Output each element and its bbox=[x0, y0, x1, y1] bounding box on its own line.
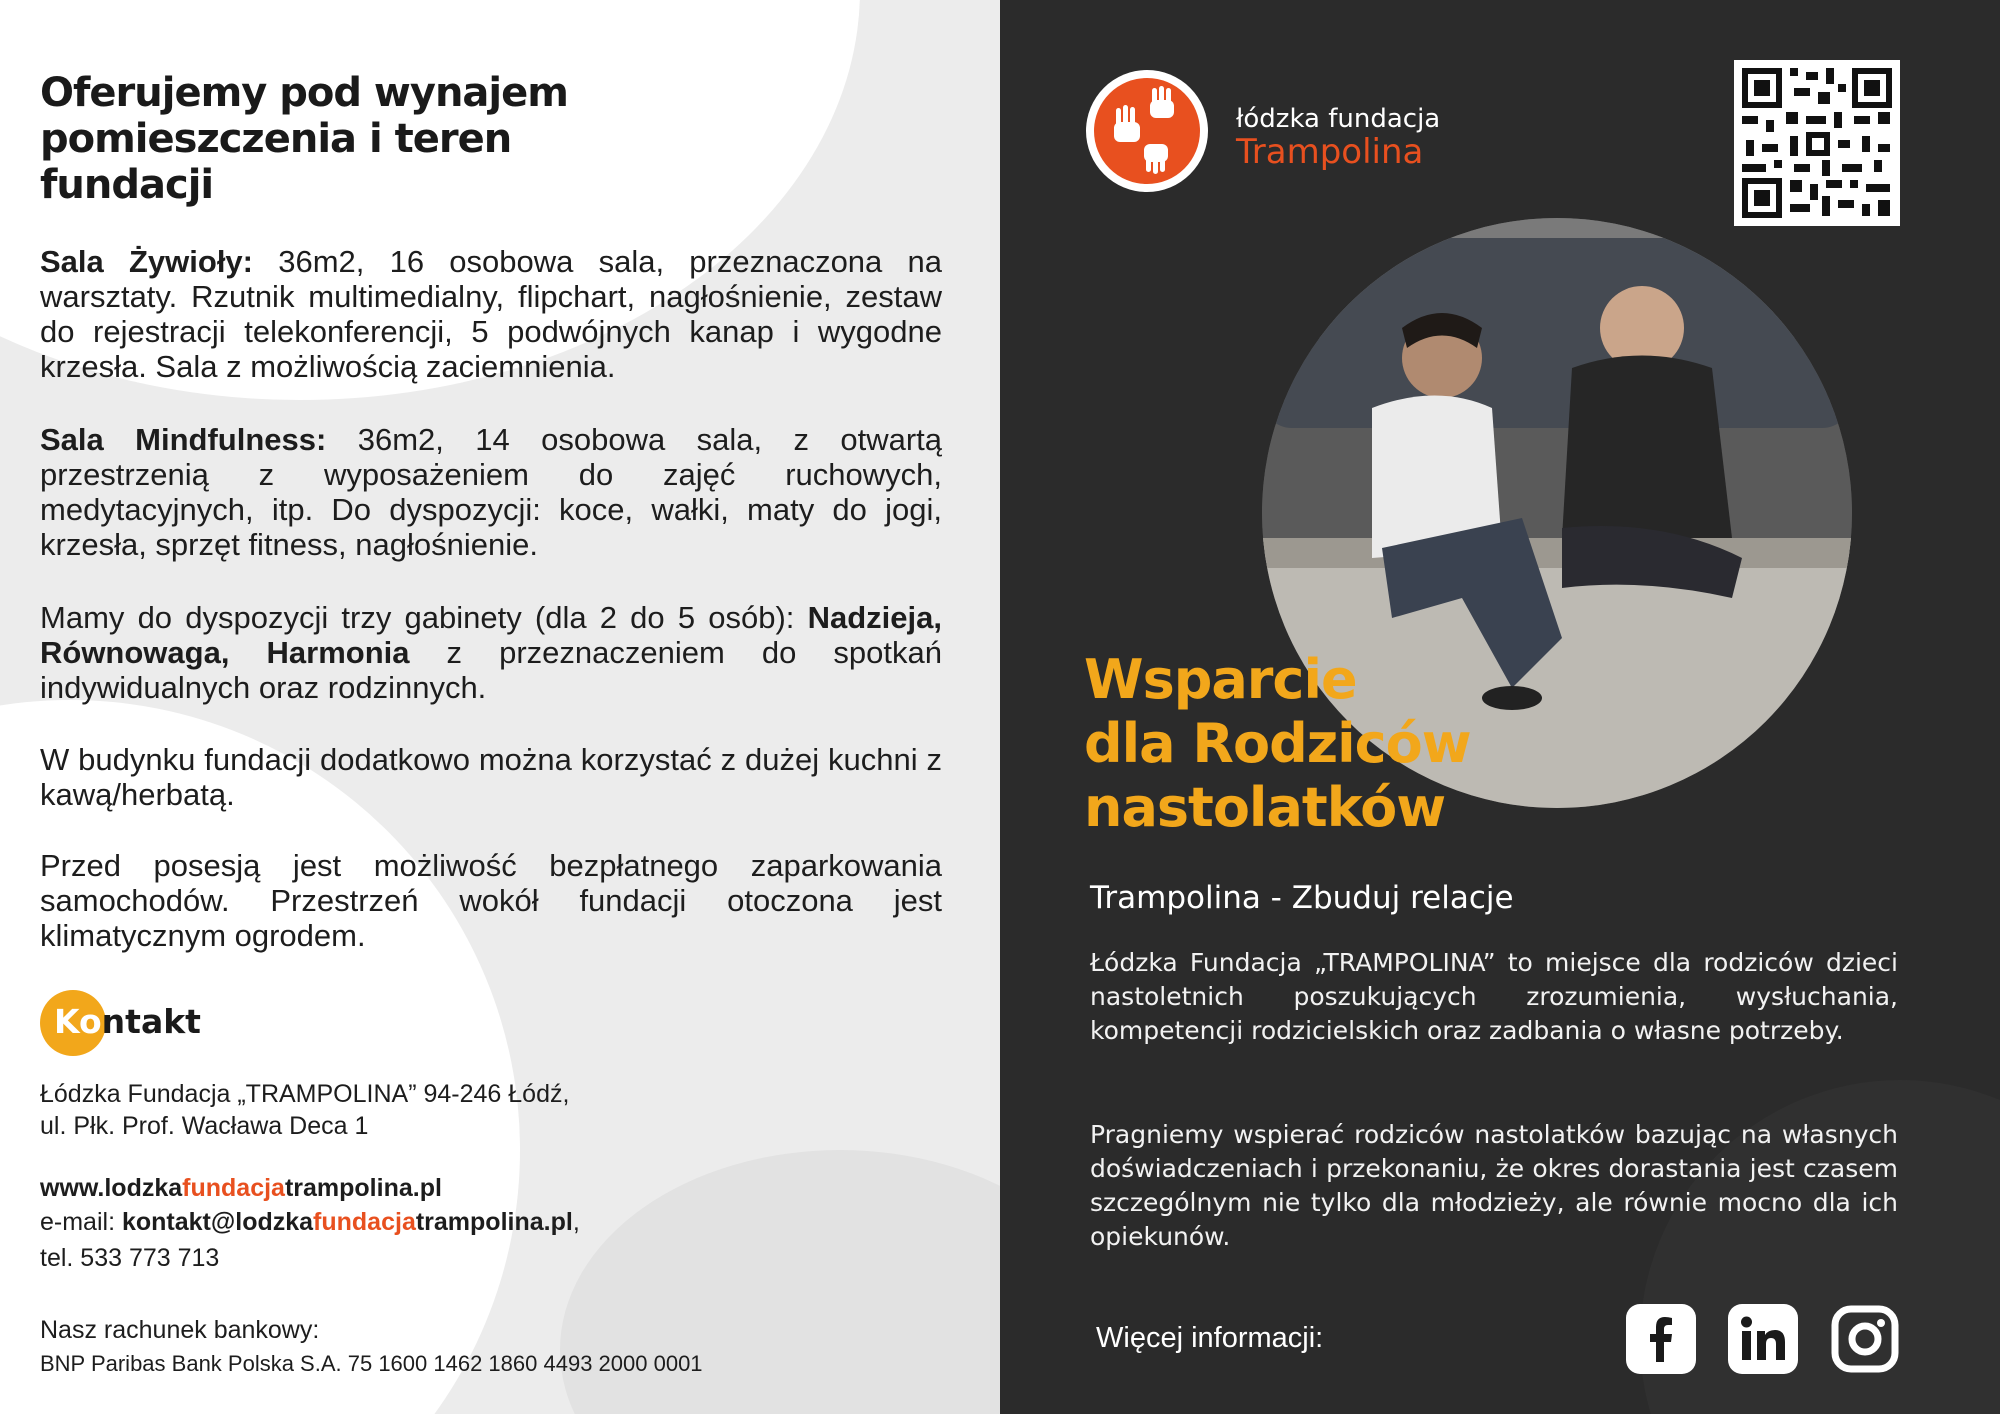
website-link[interactable]: www.lodzkafundacjatrampolina.pl bbox=[40, 1174, 442, 1202]
parent-support-panel bbox=[1000, 0, 2000, 1414]
hands-icon bbox=[1094, 78, 1200, 184]
facebook-button[interactable] bbox=[1626, 1304, 1696, 1374]
more-info-label: Więcej informacji: bbox=[1096, 1322, 1324, 1354]
linkedin-button[interactable] bbox=[1728, 1304, 1798, 1374]
foundation-logo bbox=[1086, 70, 1208, 192]
bank-account-number: BNP Paribas Bank Polska S.A. 75 1600 1462 1860 4493 2000 0001 bbox=[40, 1351, 703, 1376]
bank-account-label: Nasz rachunek bankowy: bbox=[40, 1316, 320, 1344]
facebook-icon bbox=[1626, 1304, 1696, 1374]
email-line: e-mail: kontakt@lodzkafundacjatrampolina.pl, bbox=[40, 1208, 580, 1236]
rental-panel: Oferujemy pod wynajem pomieszczenia i teren fundacji Sala Żywioły: 36m2, 16 osobowa sala, przeznaczona na warsztaty. Rzutnik multimedialny, flipchart, nagłośnienie, zestaw do rejestracji telekonferencji, 5 podwójnych kanap i wygodne krzesła. Sala z możliwością zaciemnienia. Sala Mindfulness: 36m2, 14 osobowa sala, z otwartą przestrzenią z wyposażeniem do zajęć ruchowych, medytacyjnych, itp. Do dyspozycji: koce, wałki, maty do jogi, krzesła, sprzęt fitness, nagłośnienie. Mamy do dyspozycji trzy gabinety (dla 2 do 5 osób): Nadzieja, Równowaga, Harmonia z przeznaczeniem do spotkań indywidualnych oraz rodzinnych. W budynku fundacji dodatkowo można korzystać z dużej kuchni z kawą/herbatą. Przed posesją jest możliwość bezpłatnego zaparkowania samochodów. Przestrzeń wokół fundacji otoczona jest klimatycznym ogrodem. Kontakt Łódzka Fundacja „TRAMPOLINA” 94-246 Łódź, ul. Płk. Prof. Wacława Deca 1 www.lodzkafundacjatrampolina.pl e-mail: kontakt@lodzkafundacjatrampolina.pl, tel. 533 773 713 Nasz rachunek bankowy: BNP Paribas Bank Polska S.A. 75 1600 1462 1860 4493 2000 0001 bbox=[0, 0, 1000, 1414]
about-paragraph: Łódzka Fundacja „TRAMPOLINA” to miejsce dla rodziców dzieci nastoletnich poszukujących zrozumienia, wysłuchania, kompetencji rodzicielskich oraz zadbania o własne potrzeby. bbox=[1090, 948, 1898, 1045]
linkedin-icon bbox=[1728, 1304, 1798, 1374]
mission-paragraph: Pragniemy wspierać rodziców nastolatków bazując na własnych doświadczeniach i przekonaniu, że okres dorastania jest czasem szczególnym nie tylko dla młodzieży, ale równie mocno dla ich opiekunów. bbox=[1090, 1120, 1898, 1251]
subtitle: Trampolina - Zbuduj relacje bbox=[1090, 880, 1514, 916]
main-title: Wsparcie dla Rodziców nastolatków bbox=[1084, 648, 1471, 839]
email-link[interactable]: kontakt@lodzkafundacjatrampolina.pl bbox=[121, 1208, 573, 1236]
sala-mindfulness-description: Sala Mindfulness: 36m2, 14 osobowa sala, z otwartą przestrzenią z wyposażeniem do zajęć ruchowych, medytacyjnych, itp. Do dyspozycji: koce, wałki, maty do jogi, krzesła, sprzęt fitness, nagłośnienie. bbox=[40, 422, 943, 562]
parking-info: Przed posesją jest możliwość bezpłatnego zaparkowania samochodów. Przestrzeń wokół fundacji otoczona jest klimatycznym ogrodem. bbox=[40, 848, 942, 953]
instagram-icon bbox=[1830, 1304, 1900, 1374]
logo-text-line-1: łódzka fundacja bbox=[1236, 104, 1441, 134]
sala-mindfulness-name: Sala Mindfulness: bbox=[40, 422, 327, 457]
logo-text-line-2: Trampolina bbox=[1236, 132, 1424, 172]
rental-heading: Oferujemy pod wynajem pomieszczenia i teren fundacji bbox=[40, 70, 568, 208]
sala-zywioly-name: Sala Żywioły: bbox=[40, 244, 253, 279]
phone-number[interactable]: tel. 533 773 713 bbox=[40, 1244, 220, 1272]
kitchen-info: W budynku fundacji dodatkowo można korzystać z dużej kuchni z kawą/herbatą. bbox=[40, 742, 942, 812]
address-line-1: Łódzka Fundacja „TRAMPOLINA” 94-246 Łódź, bbox=[40, 1080, 570, 1108]
gabinety-description: Mamy do dyspozycji trzy gabinety (dla 2 do 5 osób): Nadzieja, Równowaga, Harmonia z przeznaczeniem do spotkań indywidualnych oraz rodzinnych. bbox=[40, 600, 943, 705]
gabinety-names: Nadzieja, Równowaga, Harmonia bbox=[40, 600, 942, 670]
qr-code-icon bbox=[1734, 60, 1900, 226]
address-line-2: ul. Płk. Prof. Wacława Deca 1 bbox=[40, 1112, 369, 1140]
instagram-button[interactable] bbox=[1830, 1304, 1900, 1374]
qr-code[interactable] bbox=[1734, 60, 1900, 226]
sala-zywioly-description: Sala Żywioły: 36m2, 16 osobowa sala, przeznaczona na warsztaty. Rzutnik multimedialny, flipchart, nagłośnienie, zestaw do rejestracji telekonferencji, 5 podwójnych kanap i wygodne krzesła. Sala z możliwością zaciemnienia. bbox=[40, 244, 942, 384]
